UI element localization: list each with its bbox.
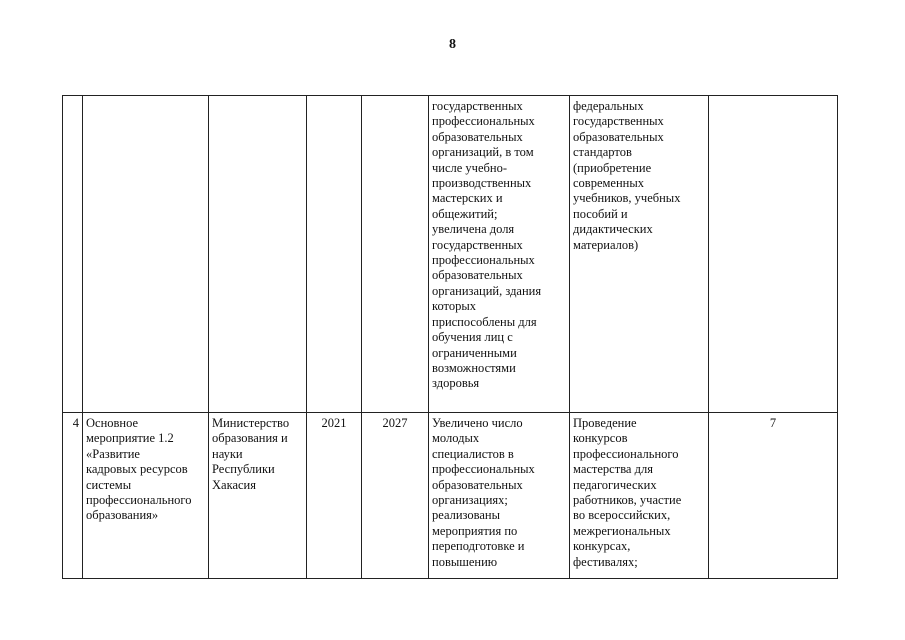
cell-indicator: 7 xyxy=(709,413,838,579)
page-number: 8 xyxy=(449,37,456,52)
cell-expected-result: Увеличено число молодых специалистов в профессиональных образовательных организациях; реализованы мероприятия по переподготовке и повышению xyxy=(429,413,570,579)
cell-start-year: 2021 xyxy=(307,413,362,579)
cell-executor xyxy=(209,96,307,413)
cell-number: 4 xyxy=(63,413,83,579)
measures-table xyxy=(62,95,838,579)
table-row-4 xyxy=(63,413,838,579)
cell-measure-name: Основное мероприятие 1.2 «Развитие кадровых ресурсов системы профессионального образования» xyxy=(83,413,209,579)
cell-executor: Министерство образования и науки Республики Хакасия xyxy=(209,413,307,579)
cell-number xyxy=(63,96,83,413)
cell-main-directions: Проведение конкурсов профессионального мастерства для педагогических работников, участие во всероссийских, межрегиональных конкурсах, фестивалях; xyxy=(570,413,709,579)
cell-main-directions: федеральных государственных образовательных стандартов (приобретение современных учебников, учебных пособий и дидактических материалов) xyxy=(570,96,709,413)
table-row-continuation xyxy=(63,96,838,413)
cell-end-year: 2027 xyxy=(362,413,429,579)
cell-indicator xyxy=(709,96,838,413)
cell-start-year xyxy=(307,96,362,413)
cell-measure-name xyxy=(83,96,209,413)
cell-end-year xyxy=(362,96,429,413)
cell-expected-result: государственных профессиональных образовательных организаций, в том числе учебно- производственных мастерских и общежитий; увеличена доля государственных профессиональных образовательных организаций, здания которых приспособлены для обучения лиц с ограниченными возможностями здоровья xyxy=(429,96,570,413)
